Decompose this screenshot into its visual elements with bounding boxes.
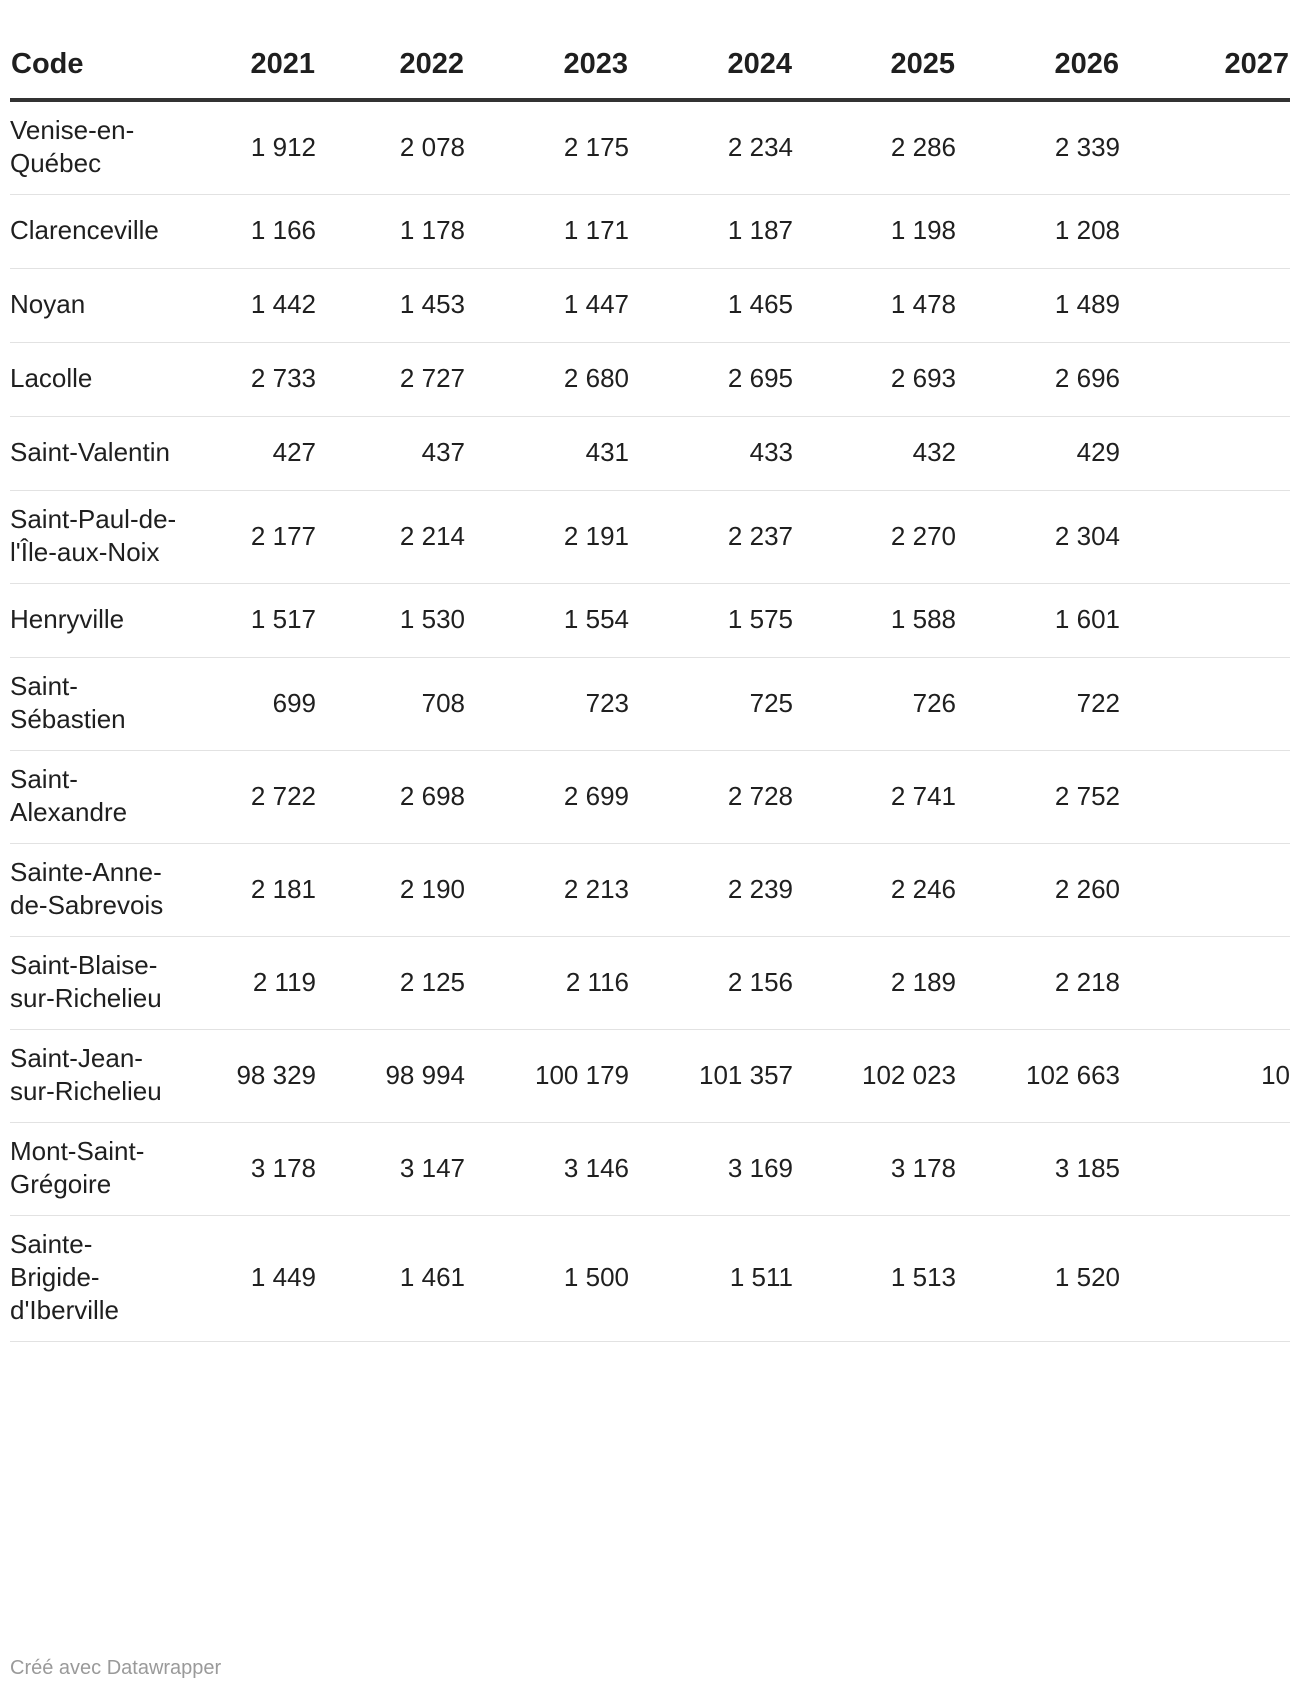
table-cell-2027: [1120, 417, 1290, 491]
table-cell-2024: 3 169: [629, 1123, 793, 1216]
table-cell-2024: 2 237: [629, 491, 793, 584]
table-cell-2023: 723: [465, 658, 629, 751]
table-row: [10, 658, 1290, 751]
table-cell-2024: 725: [629, 658, 793, 751]
table-cell-2025: 726: [793, 658, 956, 751]
column-header-2027[interactable]: 2027: [1120, 30, 1290, 100]
table-cell-2026: 1 489: [956, 269, 1120, 343]
table-cell-2027: [1120, 1216, 1290, 1342]
table-row: [10, 1216, 1290, 1342]
row-label: Sainte-Brigide-d'Iberville: [10, 1216, 188, 1342]
table-cell-2023: 1 447: [465, 269, 629, 343]
table-body: [10, 100, 1290, 1342]
table-cell-2027: [1120, 269, 1290, 343]
table-cell-2021: 2 119: [188, 937, 316, 1030]
table-cell-2026: 429: [956, 417, 1120, 491]
table-cell-2027: [1120, 100, 1290, 195]
column-header-2021[interactable]: 2021: [188, 30, 316, 100]
table-cell-2025: 2 270: [793, 491, 956, 584]
table-cell-2022: 2 214: [316, 491, 465, 584]
table-cell-2025: 2 286: [793, 100, 956, 195]
row-label: Henryville: [10, 584, 188, 658]
table-cell-2021: 1 449: [188, 1216, 316, 1342]
row-label: Saint-Blaise-sur-Richelieu: [10, 937, 188, 1030]
table-cell-2025: 2 741: [793, 751, 956, 844]
table-cell-2025: 3 178: [793, 1123, 956, 1216]
table-cell-2021: 2 177: [188, 491, 316, 584]
table-cell-2024: 2 695: [629, 343, 793, 417]
table-cell-2021: 427: [188, 417, 316, 491]
row-label: Noyan: [10, 269, 188, 343]
table-cell-2027: [1120, 195, 1290, 269]
table-cell-2026: 3 185: [956, 1123, 1120, 1216]
table-cell-2022: 2 698: [316, 751, 465, 844]
table-row: [10, 751, 1290, 844]
table-cell-2024: 2 234: [629, 100, 793, 195]
table-cell-2021: 699: [188, 658, 316, 751]
table-row: [10, 195, 1290, 269]
table-cell-2021: 1 442: [188, 269, 316, 343]
table-cell-2024: 2 728: [629, 751, 793, 844]
column-header-2022[interactable]: 2022: [316, 30, 465, 100]
column-header-2026[interactable]: 2026: [956, 30, 1120, 100]
table-cell-2023: 2 116: [465, 937, 629, 1030]
table-cell-2022: 3 147: [316, 1123, 465, 1216]
table-cell-2023: 2 213: [465, 844, 629, 937]
table-cell-2022: 1 461: [316, 1216, 465, 1342]
table-cell-2027: [1120, 1123, 1290, 1216]
table-cell-2025: 1 478: [793, 269, 956, 343]
column-header-code[interactable]: Code: [10, 30, 188, 100]
table-cell-2023: 2 680: [465, 343, 629, 417]
data-table: [10, 30, 1290, 1342]
table-cell-2021: 98 329: [188, 1030, 316, 1123]
table-cell-2024: 2 156: [629, 937, 793, 1030]
table-cell-2022: 2 190: [316, 844, 465, 937]
table-cell-2026: 722: [956, 658, 1120, 751]
table-cell-2023: 1 554: [465, 584, 629, 658]
table-cell-2027: [1120, 937, 1290, 1030]
table-cell-2024: 1 187: [629, 195, 793, 269]
table-cell-2021: 1 912: [188, 100, 316, 195]
table-cell-2021: 1 517: [188, 584, 316, 658]
table-row: [10, 100, 1290, 195]
table-cell-2023: 1 171: [465, 195, 629, 269]
table-cell-2021: 2 733: [188, 343, 316, 417]
table-cell-2022: 98 994: [316, 1030, 465, 1123]
table-cell-2023: 431: [465, 417, 629, 491]
table-cell-2023: 3 146: [465, 1123, 629, 1216]
row-label: Saint-Paul-de-l'Île-aux-Noix: [10, 491, 188, 584]
table-cell-2022: 1 530: [316, 584, 465, 658]
table-cell-2023: 100 179: [465, 1030, 629, 1123]
table-cell-2021: 1 166: [188, 195, 316, 269]
table-row: [10, 1123, 1290, 1216]
table-cell-2026: 1 601: [956, 584, 1120, 658]
table-cell-2025: 1 198: [793, 195, 956, 269]
table-header-row: [10, 30, 1290, 100]
table-cell-2026: 2 304: [956, 491, 1120, 584]
table-cell-2022: 2 125: [316, 937, 465, 1030]
table-row: [10, 937, 1290, 1030]
table-cell-2022: 437: [316, 417, 465, 491]
table-cell-2026: 2 218: [956, 937, 1120, 1030]
table-row: [10, 269, 1290, 343]
table-cell-2024: 1 465: [629, 269, 793, 343]
table-cell-2025: 2 693: [793, 343, 956, 417]
table-row: [10, 343, 1290, 417]
table-cell-2025: 1 513: [793, 1216, 956, 1342]
table-cell-2026: 1 208: [956, 195, 1120, 269]
table-cell-2027: [1120, 658, 1290, 751]
row-label: Saint-Alexandre: [10, 751, 188, 844]
table-cell-2024: 1 575: [629, 584, 793, 658]
table-cell-2025: 102 023: [793, 1030, 956, 1123]
table-cell-2023: 1 500: [465, 1216, 629, 1342]
column-header-2023[interactable]: 2023: [465, 30, 629, 100]
column-header-2025[interactable]: 2025: [793, 30, 956, 100]
table-cell-2021: 2 722: [188, 751, 316, 844]
table-cell-2022: 1 453: [316, 269, 465, 343]
row-label: Lacolle: [10, 343, 188, 417]
table-cell-2024: 101 357: [629, 1030, 793, 1123]
table-row: [10, 1030, 1290, 1123]
table-cell-2021: 3 178: [188, 1123, 316, 1216]
row-label: Venise-en-Québec: [10, 100, 188, 195]
table-cell-2026: 2 752: [956, 751, 1120, 844]
table-cell-2026: 102 663: [956, 1030, 1120, 1123]
table-cell-2024: 433: [629, 417, 793, 491]
table-cell-2026: 2 339: [956, 100, 1120, 195]
table-cell-2027: [1120, 844, 1290, 937]
row-label: Saint-Sébastien: [10, 658, 188, 751]
table-cell-2027: [1120, 751, 1290, 844]
column-header-2024[interactable]: 2024: [629, 30, 793, 100]
table-cell-2023: 2 175: [465, 100, 629, 195]
table-cell-2025: 1 588: [793, 584, 956, 658]
table-cell-2027: 10: [1120, 1030, 1290, 1123]
table-cell-2027: [1120, 584, 1290, 658]
table-cell-2021: 2 181: [188, 844, 316, 937]
table-cell-2024: 1 511: [629, 1216, 793, 1342]
datawrapper-credit[interactable]: Créé avec Datawrapper: [10, 1657, 222, 1679]
table-cell-2026: 2 260: [956, 844, 1120, 937]
table-cell-2022: 2 078: [316, 100, 465, 195]
table-cell-2023: 2 699: [465, 751, 629, 844]
data-table-container: [10, 30, 1290, 1342]
row-label: Saint-Valentin: [10, 417, 188, 491]
row-label: Sainte-Anne-de-Sabrevois: [10, 844, 188, 937]
table-cell-2024: 2 239: [629, 844, 793, 937]
table-cell-2027: [1120, 343, 1290, 417]
table-cell-2025: 2 189: [793, 937, 956, 1030]
table-row: [10, 491, 1290, 584]
row-label: Mont-Saint-Grégoire: [10, 1123, 188, 1216]
table-cell-2022: 708: [316, 658, 465, 751]
table-row: [10, 417, 1290, 491]
table-cell-2026: 2 696: [956, 343, 1120, 417]
table-cell-2026: 1 520: [956, 1216, 1120, 1342]
table-cell-2025: 432: [793, 417, 956, 491]
table-cell-2022: 2 727: [316, 343, 465, 417]
table-cell-2027: [1120, 491, 1290, 584]
table-cell-2022: 1 178: [316, 195, 465, 269]
row-label: Clarenceville: [10, 195, 188, 269]
table-cell-2023: 2 191: [465, 491, 629, 584]
table-row: [10, 844, 1290, 937]
table-cell-2025: 2 246: [793, 844, 956, 937]
table-row: [10, 584, 1290, 658]
row-label: Saint-Jean-sur-Richelieu: [10, 1030, 188, 1123]
